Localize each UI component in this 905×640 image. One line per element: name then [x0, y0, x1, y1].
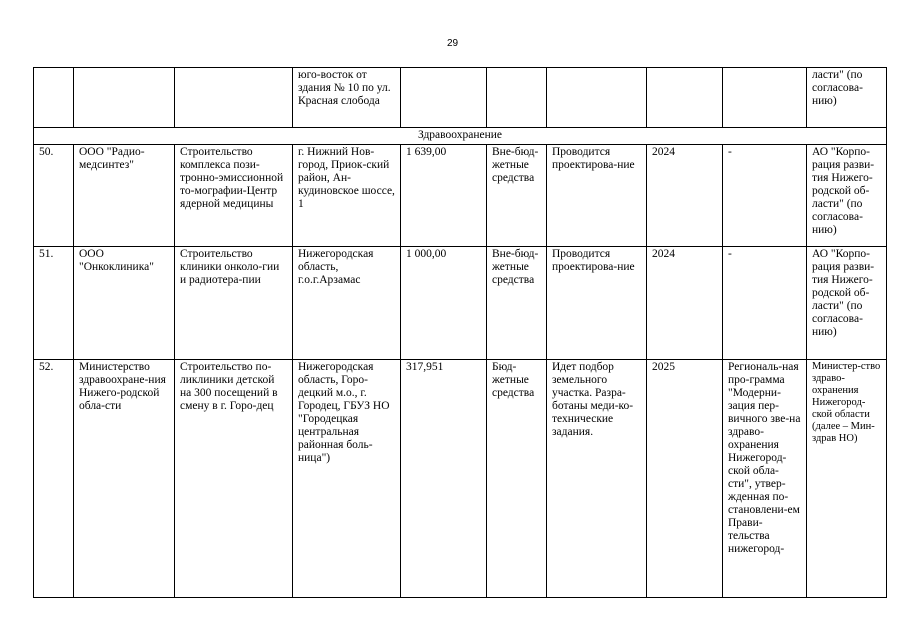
cell-location: Нижегородская область, г.о.г.Арзамас: [293, 247, 401, 360]
cell-org: Министерство здравоохране-ния Нижего-родской обла-сти: [74, 360, 175, 598]
table-row: [34, 360, 887, 598]
cell-agreement: ласти" (по согласова-нию): [807, 68, 887, 128]
cell-location: юго-восток от здания № 10 по ул. Красная слобода: [293, 68, 401, 128]
section-row: [34, 128, 887, 145]
cell-status: [547, 68, 647, 128]
cell-num: 50.: [34, 145, 74, 247]
cell-object: Строительство клиники онколо-гии и радиотера-пии: [175, 247, 293, 360]
cell-status: Проводится проектирова-ние: [547, 145, 647, 247]
cell-source: Вне-бюд-жетные средства: [487, 145, 547, 247]
cell-object: Строительство по-ликлиники детской на 300 посещений в смену в г. Горо-дец: [175, 360, 293, 598]
cell-object: Строительство комплекса пози-тронно-эмиссионной то-мографии-Центр ядерной медицины: [175, 145, 293, 247]
investment-projects-table: [33, 67, 887, 598]
cell-source: Бюд-жетные средства: [487, 360, 547, 598]
cell-location: Нижегородская область, Горо-децкий м.о., г. Городец, ГБУЗ НО "Городецкая центральная районная боль-ница"): [293, 360, 401, 598]
cell-program: -: [723, 145, 807, 247]
cell-agreement: АО "Корпо-рация разви-тия Нижего-родской об-ласти" (по согласова-нию): [807, 247, 887, 360]
cell-status: Проводится проектирова-ние: [547, 247, 647, 360]
cell-program: -: [723, 247, 807, 360]
cell-agreement: Министер-ство здраво-охранения Нижегород-ской области (далее – Мин-здрав НО): [807, 360, 887, 598]
cell-source: [487, 68, 547, 128]
cell-num: [34, 68, 74, 128]
table-row-continuation: [34, 68, 887, 128]
cell-status: Идет подбор земельного участка. Разра-ботаны меди-ко-технические задания.: [547, 360, 647, 598]
cell-org: ООО "Онкоклиника": [74, 247, 175, 360]
cell-source: Вне-бюд-жетные средства: [487, 247, 547, 360]
cell-num: 51.: [34, 247, 74, 360]
cell-location: г. Нижний Нов-город, Приок-ский район, Ан-кудиновское шоссе, 1: [293, 145, 401, 247]
cell-org: ООО "Радио-медсинтез": [74, 145, 175, 247]
cell-org: [74, 68, 175, 128]
cell-agreement: АО "Корпо-рация разви-тия Нижего-родской об-ласти" (по согласова-нию): [807, 145, 887, 247]
cell-year: 2024: [647, 145, 723, 247]
table-row: [34, 247, 887, 360]
cell-amount: 317,951: [401, 360, 487, 598]
section-title: Здравоохранение: [34, 128, 887, 145]
cell-year: [647, 68, 723, 128]
table-row: [34, 145, 887, 247]
cell-year: 2025: [647, 360, 723, 598]
cell-program: [723, 68, 807, 128]
cell-year: 2024: [647, 247, 723, 360]
cell-program: Региональ-ная про-грамма "Модерни-зация пер-вичного зве-на здраво-охранения Нижегород-ской обла-сти", утвер-жденная по-становлени-ем Прави-тельства нижегород-: [723, 360, 807, 598]
cell-amount: 1 000,00: [401, 247, 487, 360]
cell-amount: [401, 68, 487, 128]
cell-object: [175, 68, 293, 128]
cell-amount: 1 639,00: [401, 145, 487, 247]
cell-num: 52.: [34, 360, 74, 598]
page-number: 29: [446, 38, 459, 49]
